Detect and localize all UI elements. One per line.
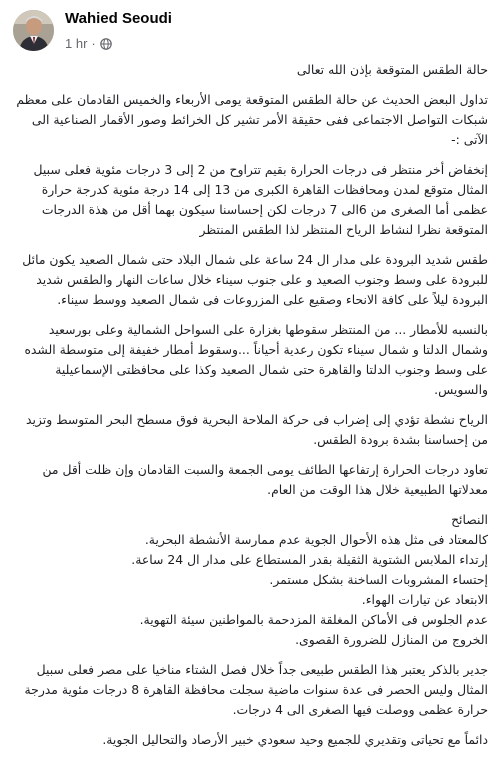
advice-item: كالمعتاد فى مثل هذه الأحوال الجوية عدم ممارسة الأنشطة البحرية. <box>144 532 488 547</box>
post-title: حالة الطقس المتوقعة بإذن الله تعالى <box>296 62 488 77</box>
advice-item: عدم الجلوس فى الأماكن المغلقة المزدحمة بالمواطنين سيئة التهوية. <box>139 612 488 627</box>
advice-item: إرتداء الملابس الشتوية الثقيلة بقدر المستطاع على مدار ال 24 ساعة. <box>131 552 488 567</box>
advice-title: النصائح <box>451 512 488 527</box>
post-header <box>0 0 502 60</box>
globe-icon[interactable] <box>100 38 112 50</box>
post-time[interactable]: 1 hr <box>65 36 88 51</box>
post-paragraph-cold: طقس شديد البرودة على مدار ال 24 ساعة على شمال البلاد حتى شمال الصعيد يكون مائل للبرودة على وسط وجنوب الصعيد و على جنوب سيناء خلال ساعات النهار والطقس شديد البرودة ليلاً على كافة الانحاء وصقيع على المزروعات فى شمال الصعيد ووسط سيناء. <box>22 252 488 307</box>
avatar[interactable] <box>13 10 54 51</box>
separator-dot: · <box>91 36 96 51</box>
profile-photo <box>13 10 54 51</box>
post-paragraph-note: جدير بالذكر يعتبر هذا الطقس طبيعى جداً خلال فصل الشتاء مناخيا على مصر فعلى سبيل المثال وليس الحصر فى عدة سنوات ماضية سجلت محافظة القاهرة 8 درجات مئوية مدرجة حرارة عظمى ووصلت فيها الصغرى الى 4 درجات. <box>24 662 488 717</box>
advice-section <box>16 510 488 650</box>
post-paragraph-intro: تداول البعض الحديث عن حالة الطقس المتوقعة يومى الأربعاء والخميس القادمان على معظم شبكات التواصل الاجتماعى ففى حقيقة الأمر تشير كل الخرائط وصور الأقمار الصناعية الى الآتى :- <box>16 92 488 147</box>
post-body <box>16 60 488 760</box>
post-meta <box>65 36 112 51</box>
post-paragraph-warming: تعاود درجات الحرارة إرتفاعها الطائف يومى الجمعة والسبت القادمان وإن ظلت أقل من معدلاتها الطبيعية خلال هذا الوقت من العام. <box>42 462 488 497</box>
advice-item: الابتعاد عن تيارات الهواء. <box>361 592 488 607</box>
author-name[interactable]: Wahied Seoudi <box>65 10 172 27</box>
advice-item: الخروج من المنازل للضرورة القصوى. <box>295 632 488 647</box>
advice-item: إحتساء المشروبات الساخنة بشكل مستمر. <box>269 572 488 587</box>
post-signature: دائماً مع تحياتى وتقديري للجميع وحيد سعودي خبير الأرصاد والتحاليل الجوية. <box>102 732 488 747</box>
post-paragraph-rain: بالنسبه للأمطار ... من المنتظر سقوطها بغزارة على السواحل الشمالية وعلى بورسعيد وشمال الدلتا و شمال سيناء تكون رعدية أحياناً ...وسقوط أمطار خفيفة إلى متوسطة الشده على وسط وجنوب الدلتا والقاهرة حتى شمال الصعيد وكذا على محافظتى الإسماعيلية والسويس. <box>24 322 488 397</box>
post-paragraph-temperature: إنخفاض أخر منتظر فى درجات الحرارة بقيم تتراوح من 2 إلى 3 درجات مئوية فعلى سبيل المثال متوقع لمدن ومحافظات القاهرة الكبرى من 13 إلى 14 درجة مئوية كدرجة حرارة عظمى أما الصغرى من 6الى 7 درجات لكن إحساسنا سيكون بهما أقل من هذة الدرجات المتوقعة نظرا لنشاط الرياح المنتظر لذا الطقس المنتظر <box>33 162 488 237</box>
post-paragraph-wind: الرياح نشطة تؤدي إلى إضراب فى حركة الملاحة البحرية فوق مسطح البحر المتوسط وتزيد من إحساسنا بشدة برودة الطقس. <box>25 412 488 447</box>
